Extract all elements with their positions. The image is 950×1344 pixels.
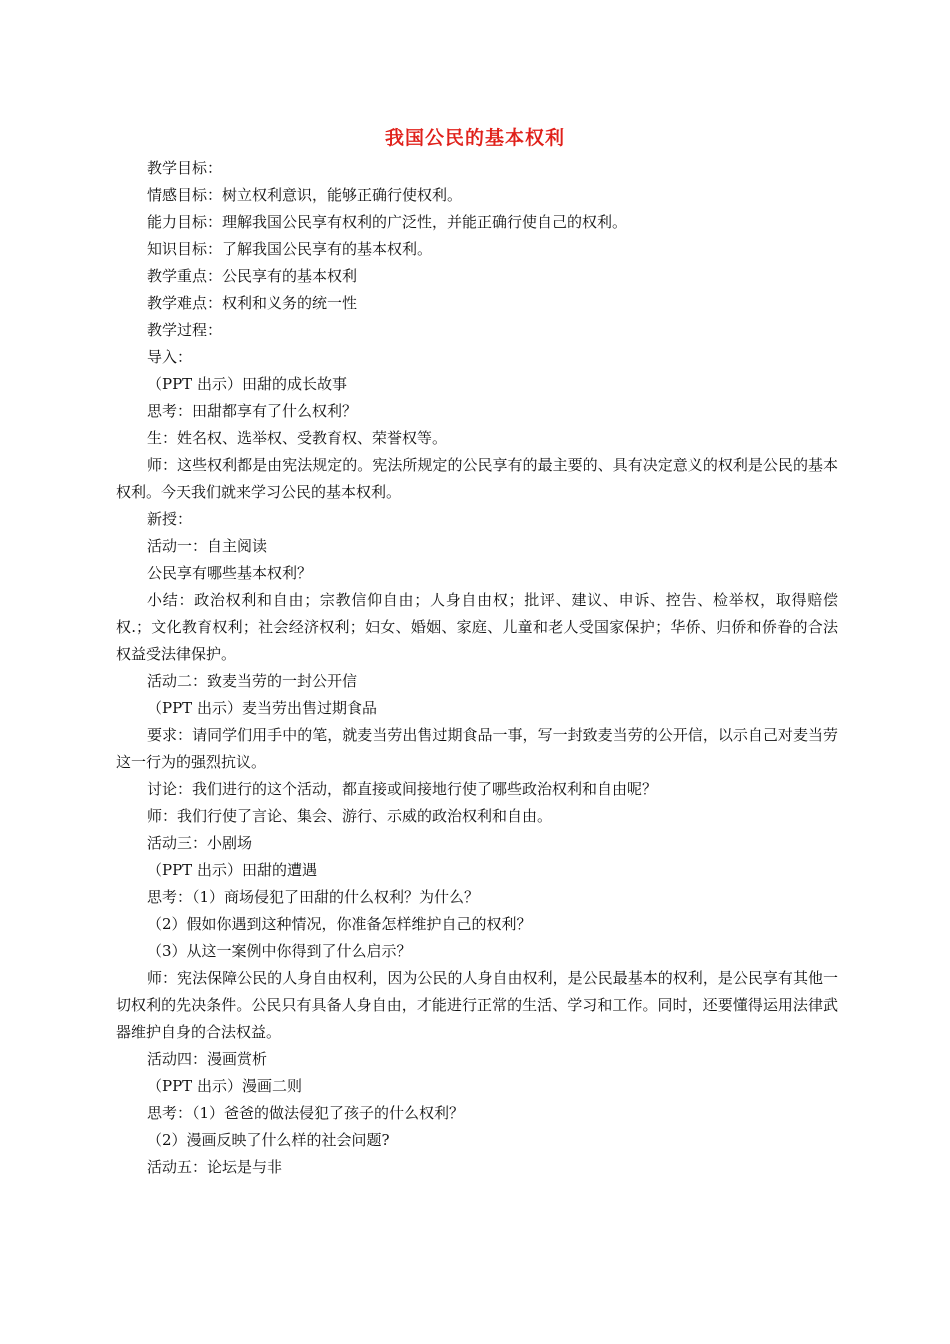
paragraph: 教学难点：权利和义务的统一性: [147, 294, 358, 312]
paragraph: 要求：请同学们用手中的笔，就麦当劳出售过期食品一事，写一封致麦当劳的公开信，以示自己对麦当劳这一行为的强烈抗议。: [116, 726, 838, 771]
paragraph: （PPT 出示）麦当劳出售过期食品: [147, 699, 377, 717]
paragraph: （PPT 出示）田甜的成长故事: [147, 375, 347, 393]
paragraph: （2）漫画反映了什么样的社会问题?: [147, 1131, 390, 1149]
paragraph: （PPT 出示）田甜的遭遇: [147, 861, 317, 879]
paragraph: 思考：田甜都享有了什么权利？: [147, 402, 358, 420]
paragraph: （3）从这一案例中你得到了什么启示？: [147, 942, 412, 960]
paragraph: 新授：: [147, 510, 193, 528]
paragraph: 活动四：漫画赏析: [147, 1050, 268, 1068]
paragraph: 教学目标：: [147, 159, 223, 177]
paragraph: （2）假如你遇到这种情况，你准备怎样维护自己的权利？: [147, 915, 532, 933]
paragraph: 思考：（1）爸爸的做法侵犯了孩子的什么权利？: [147, 1104, 465, 1122]
paragraph: 师：我们行使了言论、集会、游行、示威的政治权利和自由。: [147, 807, 553, 825]
paragraph: 讨论：我们进行的这个活动，都直接或间接地行使了哪些政治权利和自由呢？: [147, 780, 658, 798]
document-body: [116, 155, 838, 1181]
document-title: 我国公民的基本权利: [384, 127, 565, 149]
paragraph: 小结：政治权利和自由；宗教信仰自由；人身自由权；批评、建议、申诉、控告、检举权，取得赔偿权.；文化教育权利；社会经济权利；妇女、婚姻、家庭、儿童和老人受国家保护；华侨、归侨和侨眷的合法权益受法律保护。: [116, 591, 838, 663]
paragraph: 情感目标：树立权利意识，能够正确行使权利。: [147, 186, 463, 204]
paragraph: 活动一：自主阅读: [147, 537, 268, 555]
paragraph: 师：宪法保障公民的人身自由权利，因为公民的人身自由权利，是公民最基本的权利，是公民享有其他一切权利的先决条件。公民只有具备人身自由，才能进行正常的生活、学习和工作。同时，还要懂得运用法律武器维护自身的合法权益。: [116, 969, 838, 1041]
paragraph: 教学过程：: [147, 321, 223, 339]
paragraph: （PPT 出示）漫画二则: [147, 1077, 302, 1095]
paragraph: 师：这些权利都是由宪法规定的。宪法所规定的公民享有的最主要的、具有决定意义的权利是公民的基本权利。今天我们就来学习公民的基本权利。: [116, 456, 838, 501]
paragraph: 活动五：论坛是与非: [147, 1158, 283, 1176]
paragraph: 思考：（1）商场侵犯了田甜的什么权利？为什么？: [147, 888, 480, 906]
paragraph: 导入：: [147, 348, 193, 366]
paragraph: 活动二：致麦当劳的一封公开信: [147, 672, 358, 690]
paragraph: 活动三：小剧场: [147, 834, 253, 852]
paragraph: 公民享有哪些基本权利？: [147, 564, 313, 582]
paragraph: 生：姓名权、选举权、受教育权、荣誉权等。: [147, 429, 448, 447]
paragraph: 能力目标：理解我国公民享有权利的广泛性，并能正确行使自己的权利。: [147, 213, 628, 231]
paragraph: 教学重点：公民享有的基本权利: [147, 267, 358, 285]
paragraph: 知识目标：了解我国公民享有的基本权利。: [147, 240, 433, 258]
